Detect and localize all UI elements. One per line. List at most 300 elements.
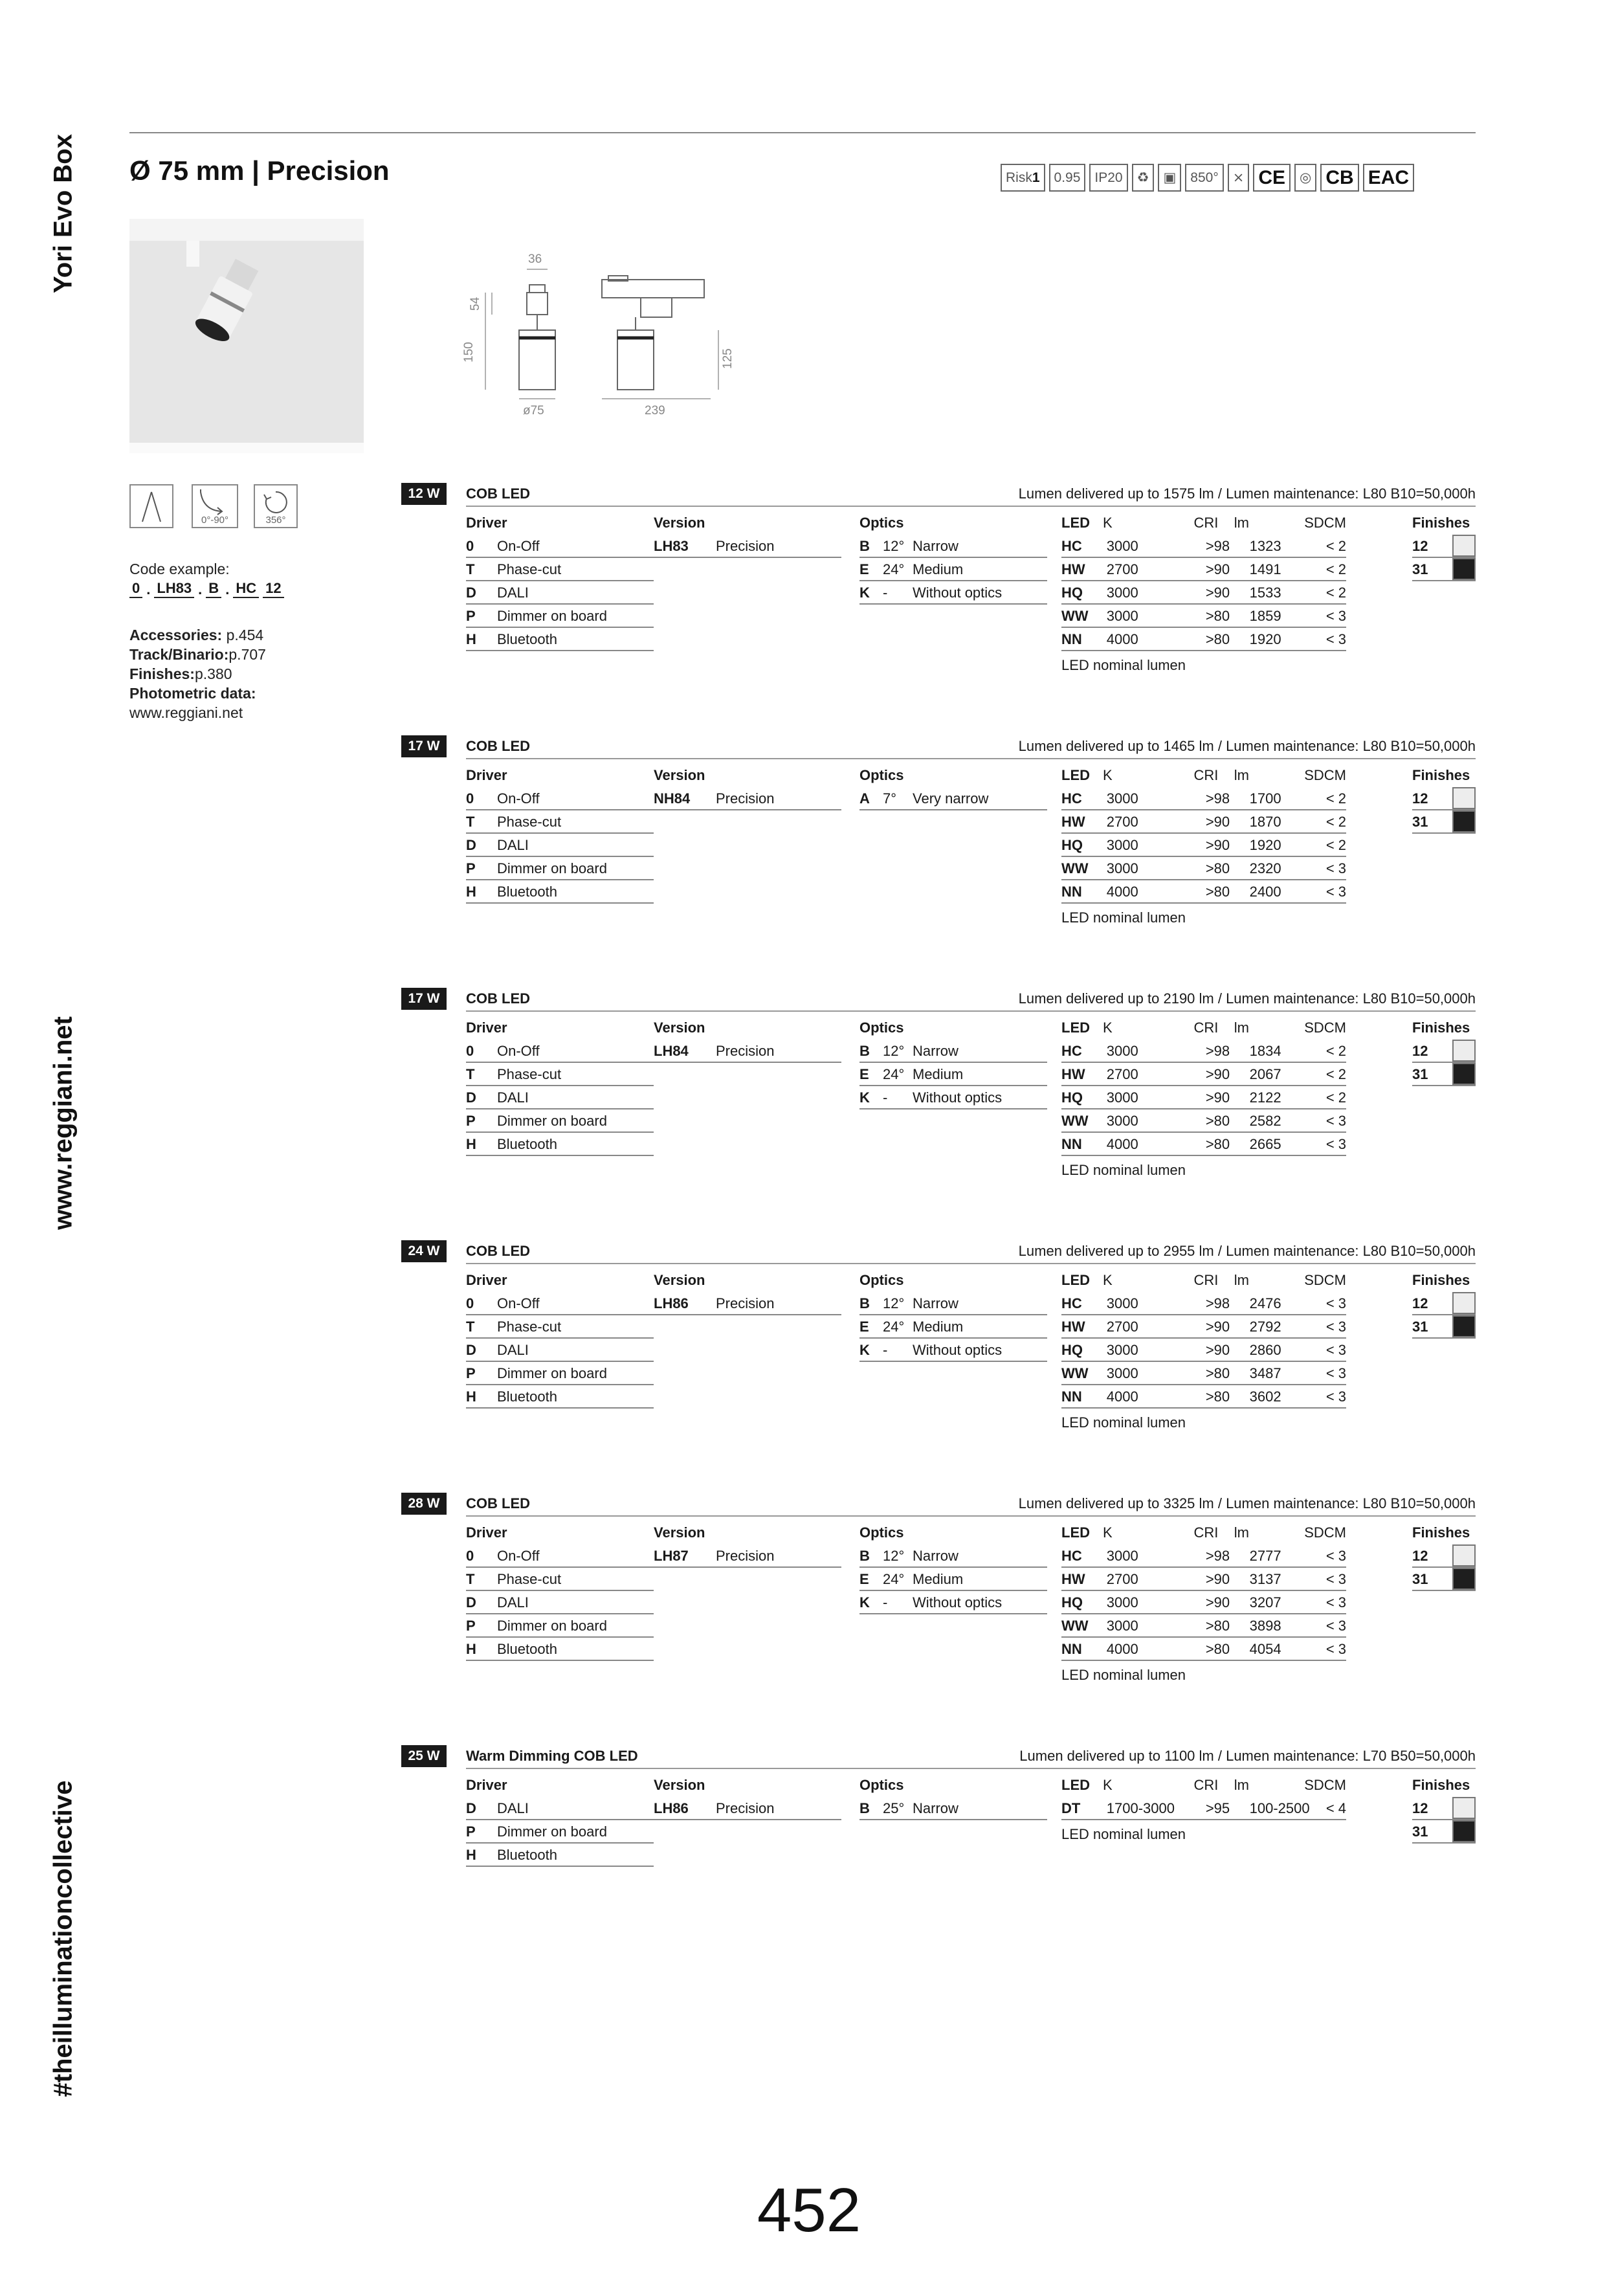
led-header-lm: lm xyxy=(1234,1272,1249,1288)
led-code: HC xyxy=(1061,538,1082,554)
optics-name: Medium xyxy=(913,561,964,577)
section-divider xyxy=(466,758,1476,759)
optics-header: Optics xyxy=(859,515,904,531)
led-code: HW xyxy=(1061,1066,1085,1082)
driver-option[interactable] xyxy=(466,1544,654,1568)
finish-swatch xyxy=(1452,1315,1476,1337)
led-header-row xyxy=(1061,511,1346,535)
led-lumen: 2122 xyxy=(1249,1089,1281,1106)
led-option[interactable] xyxy=(1061,1638,1346,1661)
finish-swatch xyxy=(1452,1544,1476,1566)
driver-column xyxy=(466,511,654,651)
led-nominal-note: LED nominal lumen xyxy=(1061,909,1186,926)
led-option[interactable] xyxy=(1061,581,1346,605)
version-column xyxy=(654,1521,841,1568)
led-kelvin: 2700 xyxy=(1106,561,1138,577)
optics-option[interactable] xyxy=(859,1339,1047,1362)
led-option[interactable] xyxy=(1061,1362,1346,1385)
led-option[interactable] xyxy=(1061,1339,1346,1362)
version-column xyxy=(654,1269,841,1315)
driver-option[interactable] xyxy=(466,1614,654,1638)
finish-swatch xyxy=(1452,1063,1476,1085)
driver-name: Bluetooth xyxy=(497,631,557,647)
led-lumen: 2320 xyxy=(1249,860,1281,876)
finish-option[interactable] xyxy=(1412,787,1476,810)
optics-header: Optics xyxy=(859,1020,904,1036)
led-sdcm: < 2 xyxy=(1325,790,1347,807)
track-label: Track/Binario: xyxy=(129,646,229,663)
optics-angle: 24° xyxy=(883,1066,905,1082)
led-option[interactable] xyxy=(1061,1109,1346,1133)
finish-option[interactable] xyxy=(1412,1797,1476,1820)
led-header-lm: lm xyxy=(1234,1777,1249,1793)
led-option[interactable] xyxy=(1061,1086,1346,1109)
version-header: Version xyxy=(654,515,705,531)
driver-code: 0 xyxy=(466,1548,474,1564)
led-sdcm: < 2 xyxy=(1325,1043,1347,1059)
finish-code: 12 xyxy=(1412,538,1428,554)
driver-code: T xyxy=(466,1066,475,1082)
finish-code: 31 xyxy=(1412,561,1428,577)
optics-option[interactable] xyxy=(859,535,1047,558)
led-header-led: LED xyxy=(1061,1020,1090,1036)
led-sdcm: < 3 xyxy=(1325,1618,1347,1634)
finishes-header: Finishes xyxy=(1412,1020,1470,1036)
finishes-column xyxy=(1412,511,1476,581)
beam-angle-icon xyxy=(129,484,173,528)
driver-option[interactable] xyxy=(466,810,654,834)
driver-code: T xyxy=(466,561,475,577)
optics-option[interactable] xyxy=(859,581,1047,605)
led-header-led: LED xyxy=(1061,767,1090,783)
side-website[interactable]: www.reggiani.net xyxy=(49,1016,78,1230)
driver-code: P xyxy=(466,1823,476,1840)
led-option[interactable] xyxy=(1061,1385,1346,1409)
led-code: HQ xyxy=(1061,1342,1083,1358)
driver-option[interactable] xyxy=(466,1820,654,1844)
wattage-badge: 24 W xyxy=(401,1240,447,1262)
led-option[interactable] xyxy=(1061,1063,1346,1086)
driver-name: DALI xyxy=(497,1342,529,1358)
led-option[interactable] xyxy=(1061,880,1346,904)
optics-column xyxy=(859,1269,1047,1362)
led-option[interactable] xyxy=(1061,1568,1346,1591)
version-option[interactable] xyxy=(654,1797,841,1820)
optics-code: B xyxy=(859,1295,870,1311)
led-cri: >80 xyxy=(1205,608,1230,624)
driver-code: 0 xyxy=(466,790,474,807)
led-option[interactable] xyxy=(1061,605,1346,628)
driver-option[interactable] xyxy=(466,1568,654,1591)
led-kelvin: 3000 xyxy=(1106,585,1138,601)
spec-section xyxy=(401,735,1476,949)
driver-header: Driver xyxy=(466,515,507,531)
led-kelvin: 2700 xyxy=(1106,1319,1138,1335)
track-page[interactable]: p.707 xyxy=(228,646,266,663)
optics-option[interactable] xyxy=(859,787,1047,810)
code-part-driver: 0 xyxy=(129,580,142,598)
driver-option[interactable] xyxy=(466,1339,654,1362)
led-cri: >90 xyxy=(1205,585,1230,601)
driver-option[interactable] xyxy=(466,834,654,857)
led-option[interactable] xyxy=(1061,810,1346,834)
driver-name: Phase-cut xyxy=(497,1066,562,1082)
led-lumen: 1920 xyxy=(1249,631,1281,647)
led-option[interactable] xyxy=(1061,1797,1346,1820)
led-kelvin: 3000 xyxy=(1106,860,1138,876)
led-lumen: 2860 xyxy=(1249,1342,1281,1358)
version-option[interactable] xyxy=(654,535,841,558)
led-option[interactable] xyxy=(1061,1315,1346,1339)
driver-option[interactable] xyxy=(466,1315,654,1339)
led-cri: >90 xyxy=(1205,1342,1230,1358)
led-nominal-note: LED nominal lumen xyxy=(1061,1162,1186,1178)
led-header-led: LED xyxy=(1061,1524,1090,1541)
led-kelvin: 1700-3000 xyxy=(1106,1800,1175,1816)
finish-option[interactable] xyxy=(1412,1544,1476,1568)
led-cri: >90 xyxy=(1205,1571,1230,1587)
led-lumen: 1859 xyxy=(1249,608,1281,624)
driver-name: DALI xyxy=(497,1089,529,1106)
led-cri: >90 xyxy=(1205,1594,1230,1611)
finish-option[interactable] xyxy=(1412,1292,1476,1315)
driver-name: Dimmer on board xyxy=(497,1365,607,1381)
led-sdcm: < 3 xyxy=(1325,1388,1347,1405)
led-header-cri: CRI xyxy=(1193,1524,1219,1541)
optics-code: E xyxy=(859,1571,869,1587)
optics-option[interactable] xyxy=(859,1063,1047,1086)
wattage-badge: 12 W xyxy=(401,483,447,505)
led-sdcm: < 3 xyxy=(1325,608,1347,624)
led-code: WW xyxy=(1061,1113,1089,1129)
led-lumen: 1870 xyxy=(1249,814,1281,830)
driver-name: On-Off xyxy=(497,1295,540,1311)
driver-option[interactable] xyxy=(466,857,654,880)
led-option[interactable] xyxy=(1061,558,1346,581)
led-header-sdcm: SDCM xyxy=(1304,767,1346,783)
finish-option[interactable] xyxy=(1412,1315,1476,1339)
led-code: WW xyxy=(1061,860,1089,876)
led-cri: >98 xyxy=(1205,1548,1230,1564)
led-lumen: 3898 xyxy=(1249,1618,1281,1634)
led-header-lm: lm xyxy=(1234,767,1249,783)
version-option[interactable] xyxy=(654,1040,841,1063)
led-cri: >80 xyxy=(1205,1136,1230,1152)
led-sdcm: < 3 xyxy=(1325,1113,1347,1129)
version-code: LH86 xyxy=(654,1295,689,1311)
led-header-sdcm: SDCM xyxy=(1304,1524,1346,1541)
version-option[interactable] xyxy=(654,787,841,810)
glow-wire-icon: 850° xyxy=(1185,164,1223,192)
led-kelvin: 3000 xyxy=(1106,790,1138,807)
led-header-sdcm: SDCM xyxy=(1304,1272,1346,1288)
version-header: Version xyxy=(654,1272,705,1288)
led-kelvin: 3000 xyxy=(1106,608,1138,624)
finish-option[interactable] xyxy=(1412,1063,1476,1086)
driver-option[interactable] xyxy=(466,1063,654,1086)
led-code: NN xyxy=(1061,884,1082,900)
optics-option[interactable] xyxy=(859,1544,1047,1568)
optics-option[interactable] xyxy=(859,558,1047,581)
finishes-header: Finishes xyxy=(1412,515,1470,531)
product-photo xyxy=(129,219,364,453)
led-kelvin: 2700 xyxy=(1106,814,1138,830)
led-option[interactable] xyxy=(1061,535,1346,558)
led-code: WW xyxy=(1061,1618,1089,1634)
wattage-badge: 28 W xyxy=(401,1493,447,1515)
technical-drawing xyxy=(447,246,770,427)
led-cri: >90 xyxy=(1205,837,1230,853)
driver-code: H xyxy=(466,1641,476,1657)
track-ref xyxy=(129,646,266,663)
led-header-lm: lm xyxy=(1234,1524,1249,1541)
finish-swatch xyxy=(1452,558,1476,580)
finish-swatch xyxy=(1452,810,1476,832)
class-ii-icon: ▣ xyxy=(1158,164,1181,192)
led-lumen: 2665 xyxy=(1249,1136,1281,1152)
driver-header: Driver xyxy=(466,1272,507,1288)
spec-section xyxy=(401,1240,1476,1454)
finish-option[interactable] xyxy=(1412,1040,1476,1063)
led-option[interactable] xyxy=(1061,1614,1346,1638)
ccc-mark-icon: ◎ xyxy=(1294,164,1316,192)
finish-option[interactable] xyxy=(1412,1820,1476,1844)
tilt-label: 0°-90° xyxy=(201,515,229,526)
led-kelvin: 2700 xyxy=(1106,1066,1138,1082)
section-title: Warm Dimming COB LED xyxy=(466,1748,638,1764)
version-code: NH84 xyxy=(654,790,691,807)
driver-name: DALI xyxy=(497,1594,529,1611)
optics-name: Without optics xyxy=(913,1342,1003,1358)
driver-name: Bluetooth xyxy=(497,1136,557,1152)
driver-code: P xyxy=(466,1113,476,1129)
led-code: HC xyxy=(1061,1295,1082,1311)
finish-code: 12 xyxy=(1412,790,1428,807)
led-lumen: 1323 xyxy=(1249,538,1281,554)
driver-option[interactable] xyxy=(466,605,654,628)
lumen-info: Lumen delivered up to 2955 lm / Lumen maintenance: L80 B10=50,000h xyxy=(1018,1243,1476,1259)
led-column xyxy=(1061,511,1346,674)
finish-option[interactable] xyxy=(1412,535,1476,558)
version-name: Precision xyxy=(716,1800,775,1816)
code-example: 0 . LH83 . B . HC 12 xyxy=(129,580,284,598)
wattage-badge: 17 W xyxy=(401,735,447,757)
driver-header: Driver xyxy=(466,767,507,783)
dim-head-height: 54 xyxy=(469,296,482,311)
version-code: LH84 xyxy=(654,1043,689,1059)
led-code: NN xyxy=(1061,1388,1082,1405)
led-code: HQ xyxy=(1061,1089,1083,1106)
optics-column xyxy=(859,511,1047,605)
driver-column xyxy=(466,1521,654,1661)
optics-option[interactable] xyxy=(859,1040,1047,1063)
driver-option[interactable] xyxy=(466,787,654,810)
led-header-cri: CRI xyxy=(1193,767,1219,783)
version-code: LH83 xyxy=(654,538,689,554)
led-option[interactable] xyxy=(1061,1133,1346,1156)
driver-option[interactable] xyxy=(466,1362,654,1385)
driver-option[interactable] xyxy=(466,558,654,581)
led-lumen: 4054 xyxy=(1249,1641,1281,1657)
led-header-row xyxy=(1061,1269,1346,1292)
optics-column xyxy=(859,1016,1047,1109)
finish-swatch xyxy=(1452,1797,1476,1819)
led-code: DT xyxy=(1061,1800,1081,1816)
spec-section xyxy=(401,483,1476,697)
led-lumen: 2792 xyxy=(1249,1319,1281,1335)
led-code: NN xyxy=(1061,631,1082,647)
optics-angle: 7° xyxy=(883,790,897,807)
version-option[interactable] xyxy=(654,1544,841,1568)
driver-code: T xyxy=(466,1571,475,1587)
led-option[interactable] xyxy=(1061,1591,1346,1614)
accessories-page[interactable]: p.454 xyxy=(226,627,264,643)
led-option[interactable] xyxy=(1061,787,1346,810)
led-lumen: 2476 xyxy=(1249,1295,1281,1311)
finishes-column xyxy=(1412,764,1476,834)
led-header-k: K xyxy=(1103,767,1113,783)
led-header-cri: CRI xyxy=(1193,1020,1219,1036)
driver-option[interactable] xyxy=(466,1133,654,1156)
driver-option[interactable] xyxy=(466,1638,654,1661)
driver-option[interactable] xyxy=(466,535,654,558)
driver-option[interactable] xyxy=(466,1591,654,1614)
led-option[interactable] xyxy=(1061,1040,1346,1063)
optics-option[interactable] xyxy=(859,1797,1047,1820)
led-column xyxy=(1061,1521,1346,1684)
finish-swatch xyxy=(1452,1568,1476,1590)
rotation-icon xyxy=(254,484,298,528)
led-code: HW xyxy=(1061,1571,1085,1587)
optics-code: E xyxy=(859,1066,869,1082)
led-code: HW xyxy=(1061,814,1085,830)
finish-option[interactable] xyxy=(1412,810,1476,834)
optics-name: Narrow xyxy=(913,1800,959,1816)
finishes-header: Finishes xyxy=(1412,1524,1470,1541)
led-lumen: 3137 xyxy=(1249,1571,1281,1587)
driver-option[interactable] xyxy=(466,880,654,904)
version-option[interactable] xyxy=(654,1292,841,1315)
led-option[interactable] xyxy=(1061,1544,1346,1568)
finishes-label: Finishes: xyxy=(129,665,195,682)
driver-option[interactable] xyxy=(466,1086,654,1109)
driver-column xyxy=(466,1016,654,1156)
finish-swatch xyxy=(1452,1040,1476,1062)
dim-side-height: 125 xyxy=(721,348,735,369)
driver-name: Phase-cut xyxy=(497,1571,562,1587)
driver-code: D xyxy=(466,1800,476,1816)
led-sdcm: < 3 xyxy=(1325,1136,1347,1152)
driver-name: Dimmer on board xyxy=(497,1618,607,1634)
optics-angle: 12° xyxy=(883,1548,905,1564)
driver-option[interactable] xyxy=(466,1040,654,1063)
led-header-cri: CRI xyxy=(1193,1272,1219,1288)
optics-angle: 24° xyxy=(883,1571,905,1587)
finish-option[interactable] xyxy=(1412,1568,1476,1591)
driver-option[interactable] xyxy=(466,1292,654,1315)
driver-name: DALI xyxy=(497,585,529,601)
led-option[interactable] xyxy=(1061,628,1346,651)
eac-mark-icon: EAC xyxy=(1363,164,1414,192)
optics-column xyxy=(859,1521,1047,1614)
dim-side-length: 239 xyxy=(645,404,665,418)
driver-name: On-Off xyxy=(497,538,540,554)
led-header-row xyxy=(1061,1016,1346,1040)
led-column xyxy=(1061,1269,1346,1432)
version-header: Version xyxy=(654,767,705,783)
driver-name: Dimmer on board xyxy=(497,1113,607,1129)
optics-code: B xyxy=(859,538,870,554)
driver-code: H xyxy=(466,1388,476,1405)
driver-option[interactable] xyxy=(466,628,654,651)
optics-option[interactable] xyxy=(859,1315,1047,1339)
optics-header: Optics xyxy=(859,767,904,783)
led-code: WW xyxy=(1061,1365,1089,1381)
led-header-row xyxy=(1061,1774,1346,1797)
led-header-led: LED xyxy=(1061,1777,1090,1793)
optics-option[interactable] xyxy=(859,1292,1047,1315)
driver-name: Phase-cut xyxy=(497,1319,562,1335)
version-column xyxy=(654,764,841,810)
optics-name: Narrow xyxy=(913,1295,959,1311)
optics-code: E xyxy=(859,561,869,577)
wattage-badge: 25 W xyxy=(401,1745,447,1767)
led-sdcm: < 2 xyxy=(1325,1089,1347,1106)
led-sdcm: < 3 xyxy=(1325,1641,1347,1657)
optics-option[interactable] xyxy=(859,1568,1047,1591)
driver-option[interactable] xyxy=(466,1844,654,1867)
optics-name: Medium xyxy=(913,1571,964,1587)
led-lumen: 1533 xyxy=(1249,585,1281,601)
optics-name: Medium xyxy=(913,1319,964,1335)
led-header-sdcm: SDCM xyxy=(1304,1020,1346,1036)
driver-column xyxy=(466,764,654,904)
dim-diameter: ø75 xyxy=(523,404,544,418)
optics-name: Narrow xyxy=(913,1043,959,1059)
driver-name: Phase-cut xyxy=(497,814,562,830)
photometric-label: Photometric data: xyxy=(129,685,256,702)
led-code: HC xyxy=(1061,1548,1082,1564)
driver-option[interactable] xyxy=(466,1385,654,1409)
accessories-ref xyxy=(129,627,263,644)
led-sdcm: < 3 xyxy=(1325,1548,1347,1564)
finish-swatch xyxy=(1452,1820,1476,1842)
optics-name: Narrow xyxy=(913,538,959,554)
rotation-label: 356° xyxy=(265,515,286,526)
led-cri: >90 xyxy=(1205,1089,1230,1106)
driver-code: H xyxy=(466,1136,476,1152)
led-option[interactable] xyxy=(1061,1292,1346,1315)
accessories-label: Accessories: xyxy=(129,627,223,643)
driver-option[interactable] xyxy=(466,581,654,605)
finish-option[interactable] xyxy=(1412,558,1476,581)
led-option[interactable] xyxy=(1061,857,1346,880)
driver-option[interactable] xyxy=(466,1109,654,1133)
led-sdcm: < 2 xyxy=(1325,585,1347,601)
finish-code: 31 xyxy=(1412,1571,1428,1587)
finishes-header: Finishes xyxy=(1412,1272,1470,1288)
optics-code: E xyxy=(859,1319,869,1335)
led-kelvin: 3000 xyxy=(1106,1295,1138,1311)
led-cri: >80 xyxy=(1205,1388,1230,1405)
driver-option[interactable] xyxy=(466,1797,654,1820)
optics-option[interactable] xyxy=(859,1086,1047,1109)
optics-option[interactable] xyxy=(859,1591,1047,1614)
led-option[interactable] xyxy=(1061,834,1346,857)
photometric-link[interactable]: www.reggiani.net xyxy=(129,704,243,721)
led-cri: >80 xyxy=(1205,1113,1230,1129)
finishes-page[interactable]: p.380 xyxy=(194,665,232,682)
